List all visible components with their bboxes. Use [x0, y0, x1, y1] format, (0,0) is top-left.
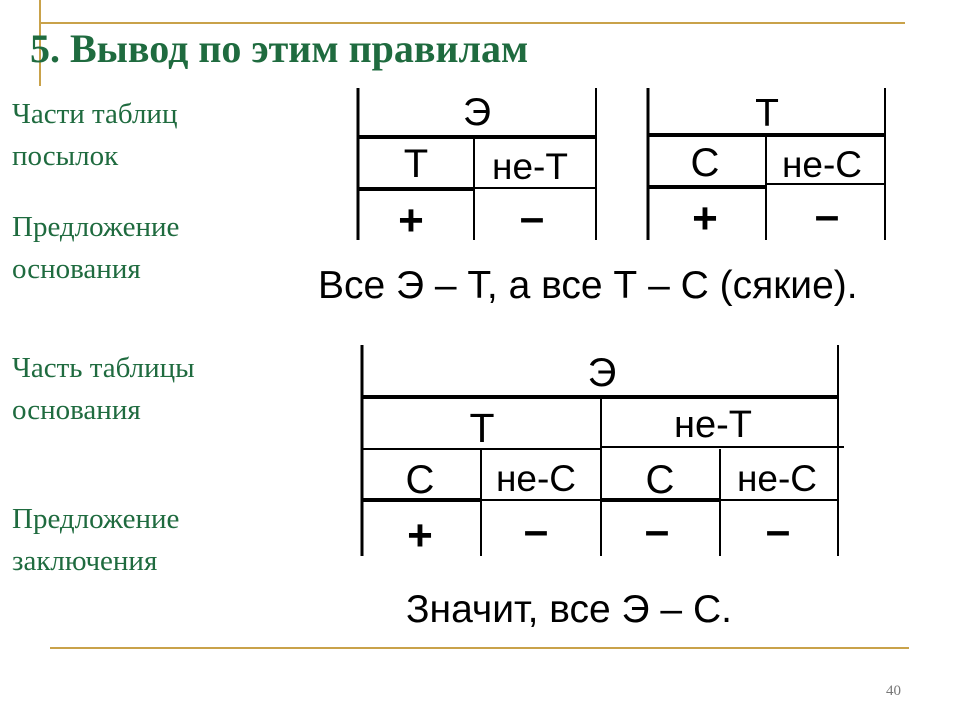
t3-sign-2: –	[523, 506, 549, 555]
page-number: 40	[886, 683, 901, 699]
t3-mid-right: не-Т	[674, 404, 752, 446]
premise-sentence: Все Э – Т, а все Т – С (сякие).	[318, 264, 858, 307]
t3-cell-3: С	[645, 458, 675, 502]
t1-left: Т	[403, 142, 429, 186]
label-conclusion-sentence: Предложение заключения	[12, 503, 180, 577]
t3-cell-2: не-С	[495, 458, 577, 499]
t3-cell-4: не-С	[736, 458, 818, 499]
t3-cell-1: С	[405, 458, 435, 502]
label-base-table: Часть таблицы основания	[12, 352, 195, 426]
t2-left: С	[690, 141, 720, 185]
t1-header: Э	[462, 91, 492, 134]
t1-left-sign: +	[398, 196, 424, 245]
conclusion-sentence: Значит, все Э – С.	[406, 588, 732, 631]
t1-right-sign: –	[519, 193, 545, 242]
t3-sign-4: –	[765, 506, 791, 555]
t3-sign-1: +	[407, 511, 433, 560]
t2-header: Т	[755, 92, 779, 135]
t3-header: Э	[587, 351, 617, 395]
t2-right-sign: –	[814, 191, 840, 240]
t2-right: не-С	[781, 144, 863, 185]
label-premise-sentence: Предложение основания	[12, 211, 180, 285]
label-premise-tables: Части таблиц посылок	[12, 98, 178, 172]
t1-right: не-Т	[492, 146, 568, 187]
t3-sign-3: –	[644, 506, 670, 555]
slide-title: 5. Вывод по этим правилам	[30, 26, 529, 71]
t3-mid-left: Т	[469, 405, 495, 451]
t2-left-sign: +	[692, 194, 718, 243]
